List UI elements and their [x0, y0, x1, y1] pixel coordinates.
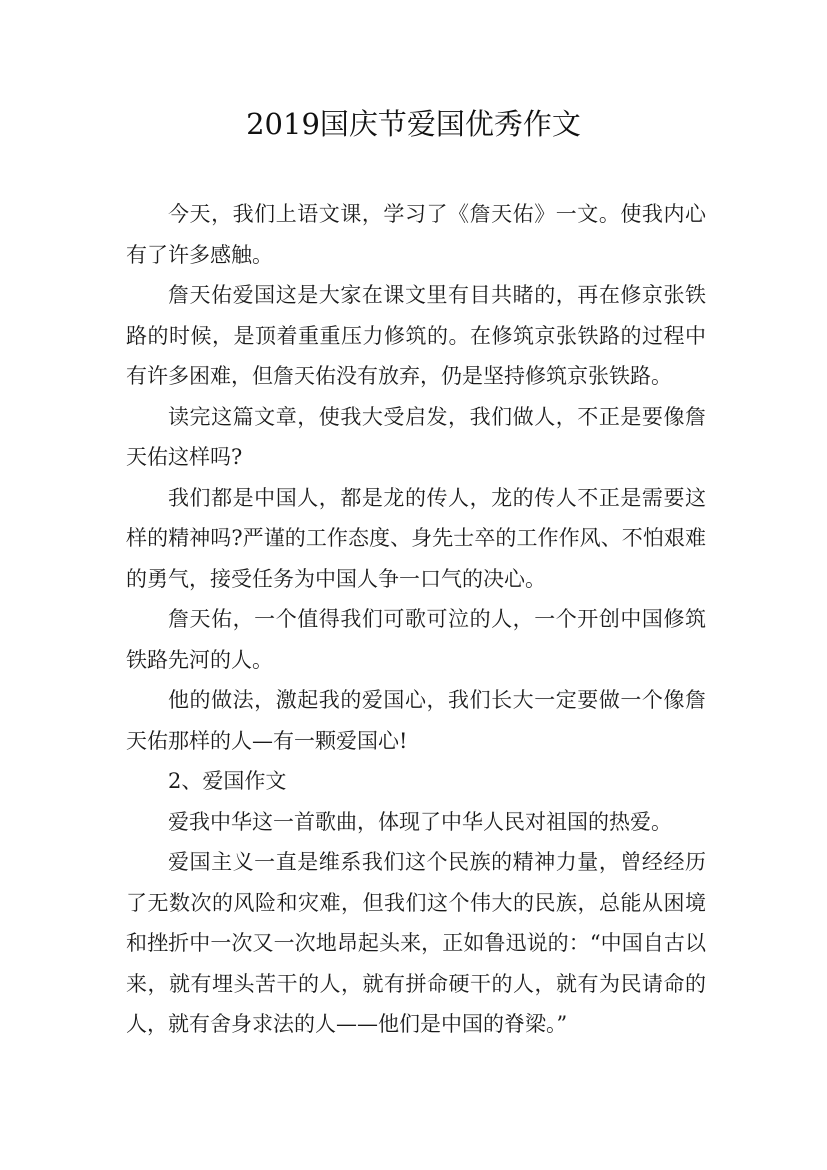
- document-title: 2019国庆节爱国优秀作文: [246, 107, 581, 141]
- paragraph: 他的做法，激起我的爱国心，我们长大一定要做一个像詹天佑那样的人—有一颗爱国心!: [126, 688, 706, 753]
- paragraph: 爱我中华这一首歌曲，体现了中华人民对祖国的热爱。: [168, 809, 672, 834]
- paragraph: 读完这篇文章，使我大受启发，我们做人，不正是要像詹天佑这样吗?: [126, 404, 706, 469]
- paragraph: 詹天佑，一个值得我们可歌可泣的人，一个开创中国修筑铁路先河的人。: [126, 607, 706, 672]
- paragraph: 爱国主义一直是维系我们这个民族的精神力量，曾经经历了无数次的风险和灾难，但我们这个伟大的民族，总能从困境和挫折中一次又一次地昂起头来，正如鲁迅说的：“中国自古以来，就有埋头苦干的人，就有拼命硬干的人，就有为民请命的人，就有舍身求法的人——他们是中国的脊梁。”: [126, 850, 706, 1036]
- paragraph: 詹天佑爱国这是大家在课文里有目共睹的，再在修京张铁路的时候，是顶着重重压力修筑的。在修筑京张铁路的过程中有许多困难，但詹天佑没有放弃，仍是坚持修筑京张铁路。: [126, 283, 706, 388]
- section-heading: 2、爱国作文: [168, 769, 287, 793]
- paragraph: 我们都是中国人，都是龙的传人，龙的传人不正是需要这样的精神吗?严谨的工作态度、身先士卒的工作作风、不怕艰难的勇气，接受任务为中国人争一口气的决心。: [126, 485, 706, 591]
- paragraph: 今天，我们上语文课，学习了《詹天佑》一文。使我内心有了许多感触。: [126, 202, 706, 267]
- document-body: [126, 194, 706, 1045]
